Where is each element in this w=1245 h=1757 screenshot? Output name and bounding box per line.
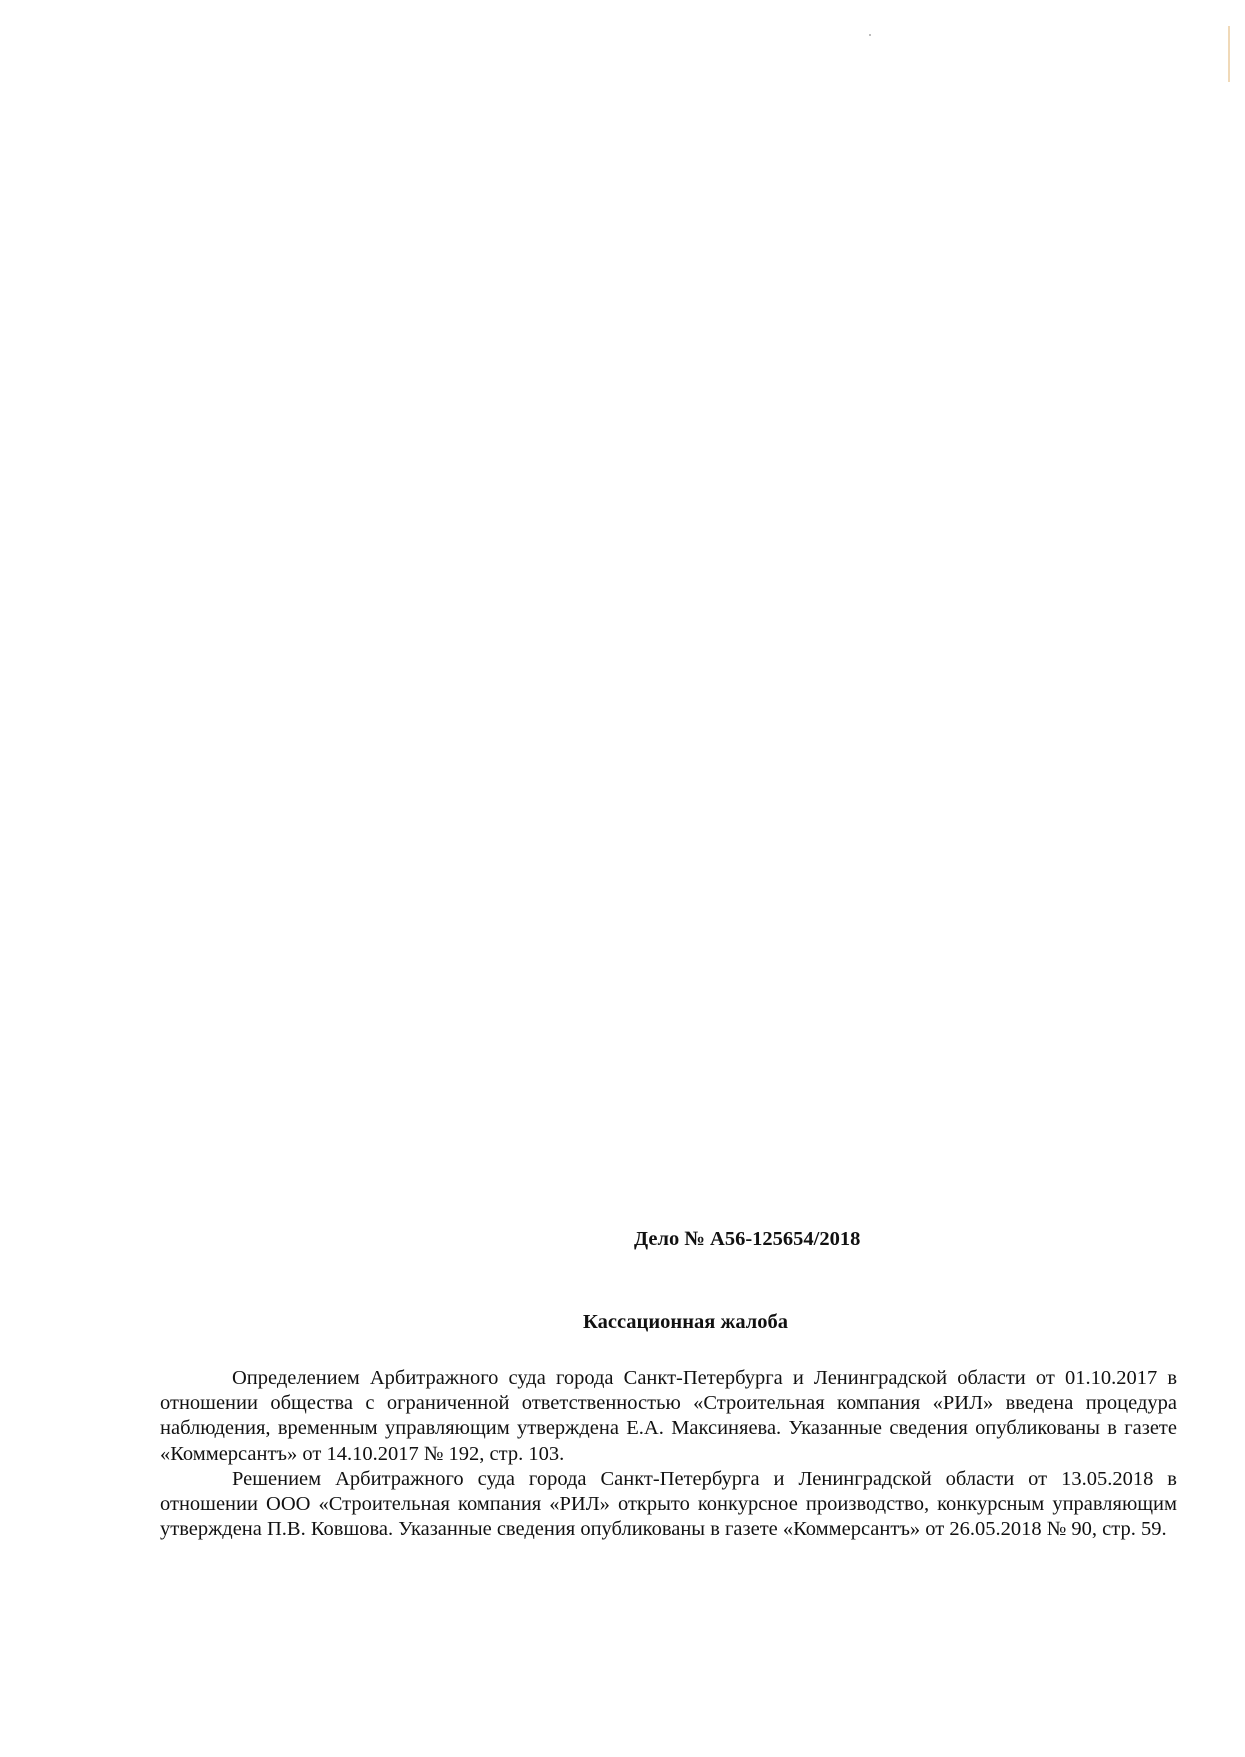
document-title: Кассационная жалоба	[583, 1311, 789, 1333]
scan-artifact-line	[1228, 26, 1230, 82]
scan-artifact-dot	[869, 34, 871, 36]
paragraph-bankruptcy-proceedings: Решением Арбитражного суда города Санкт-Петербурга и Ленинградской области от 13.05.2018 в отношении ООО «Строительная компания «РИЛ» открыто конкурсное производство, конкурсным управляющим утверждена П.В. Ковшова. Указанные сведения опубликованы в газете «Коммерсантъ» от 26.05.2018 № 90, стр. 59.	[160, 1467, 1177, 1541]
document-body	[160, 1366, 1177, 1542]
paragraph-observation-procedure: Определением Арбитражного суда города Санкт-Петербурга и Ленинградской области от 01.10.2017 в отношении общества с ограниченной ответственностью «Строительная компания «РИЛ» введена процедура наблюдения, временным управляющим утверждена Е.А. Максиняева. Указанные сведения опубликованы в газете «Коммерсантъ» от 14.10.2017 № 192, стр. 103.	[160, 1367, 1177, 1465]
case-number: Дело № А56-125654/2018	[634, 1228, 861, 1250]
